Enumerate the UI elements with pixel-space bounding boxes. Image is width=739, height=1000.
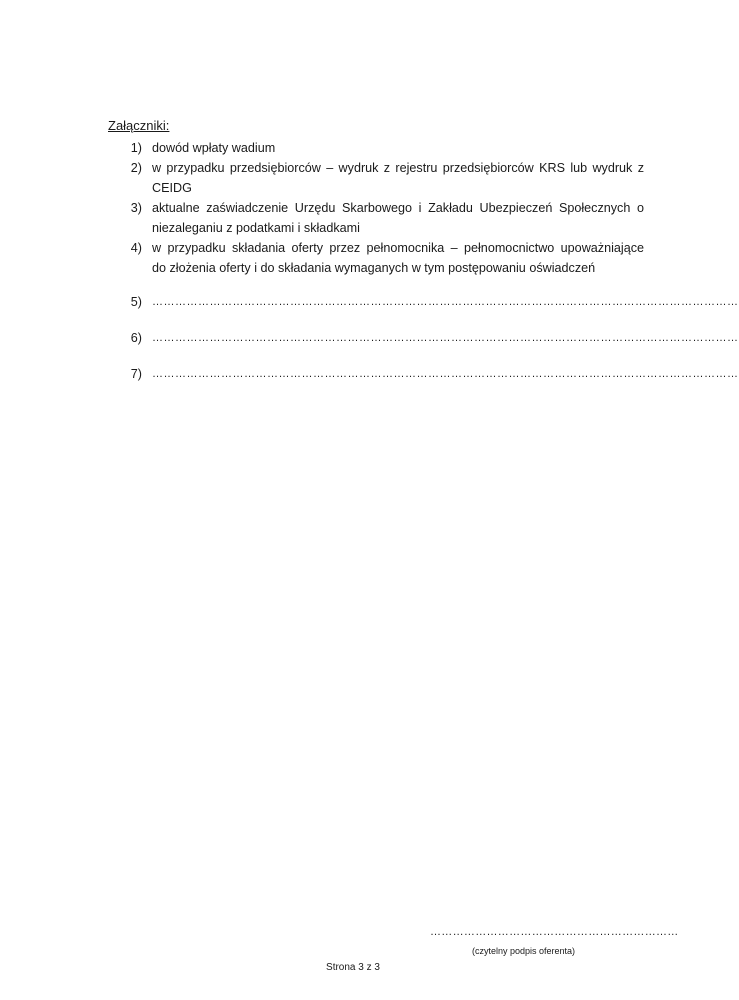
attachment-item-1 [112,138,644,158]
attachment-blank-item-7 [112,364,739,384]
attachment-text: niezaleganiu z podatkami i składkami [152,221,360,235]
attachment-text: do złożenia oferty i do składania wymaganych w tym postępowaniu oświadczeń [152,261,596,275]
attachment-number: 3) [130,201,142,215]
attachment-text: CEIDG [152,181,192,195]
fill-in-dotted-line: ……………………………………………………………………………………………………………………………………… [152,296,739,308]
attachment-text: w przypadku składania oferty przez pełnomocnika – pełnomocnictwo upoważniające [152,241,644,255]
attachment-blank-item-5 [112,292,739,312]
signature-caption: (czytelny podpis oferenta) [472,946,576,956]
attachment-text: dowód wpłaty wadium [152,141,276,155]
fill-in-dotted-line: ……………………………………………………………………………………………………………………………………… [152,332,739,344]
attachment-number: 1) [130,141,142,155]
attachment-text: w przypadku przedsiębiorców – wydruk z rejestru przedsiębiorców KRS lub wydruk z [152,161,644,175]
attachments-heading: Załączniki: [108,118,170,133]
attachment-number: 7) [130,367,142,381]
page-number: Strona 3 z 3 [326,962,380,973]
attachment-item-3 [112,198,644,238]
attachment-number: 6) [130,331,142,345]
attachment-text: aktualne zaświadczenie Urzędu Skarbowego i Zakładu Ubezpieczeń Społecznych o [152,201,644,215]
fill-in-dotted-line: ……………………………………………………………………………………………………………………………………… [152,368,739,380]
attachment-number: 4) [130,241,142,255]
attachment-item-4 [112,238,644,278]
attachment-number: 2) [130,161,142,175]
attachment-number: 5) [130,295,142,309]
signature-dotted-line: ………………………………………………………… [430,926,679,938]
attachment-blank-item-6 [112,328,739,348]
attachment-item-2 [112,158,644,198]
